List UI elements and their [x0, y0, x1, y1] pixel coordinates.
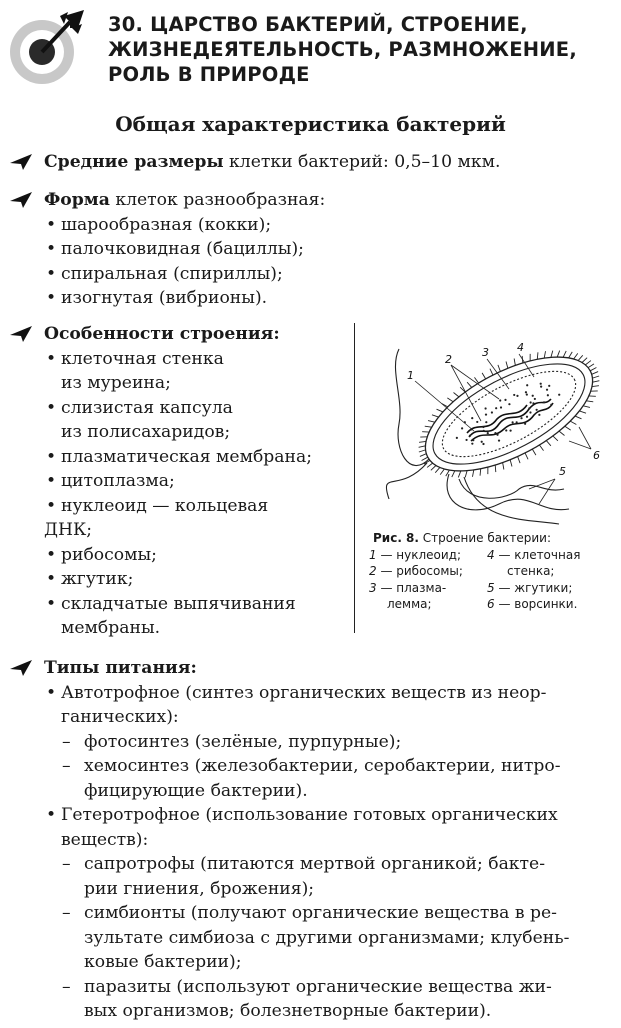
list-item: • шарообразная (кокки); [44, 213, 609, 238]
list-item: • нуклеоид — кольцевая ДНК; [44, 494, 349, 543]
legend-entry: 5 — жгутики; [487, 580, 573, 595]
sub-item: – симбионты (получают органические вещества в ре- зультате симбиоза с другими организмами; клубень- ковые бактерии); [44, 901, 609, 975]
legend-entry: 2 — рибосомы; [369, 564, 463, 578]
sub-item: – паразиты (используют органические вещества жи- вых организмов; болезнетворные бактерии). [44, 975, 609, 1024]
bacterium-illustration [369, 329, 609, 529]
section-subtitle: Общая характеристика бактерий [115, 112, 506, 136]
sizes-text: клетки бактерий: 0,5–10 мкм. [223, 152, 501, 172]
title-line-3: РОЛЬ В ПРИРОДЕ [108, 63, 310, 86]
caption-legend [369, 547, 614, 613]
figure-label-5: 5 [559, 465, 566, 478]
arrow-bullet-icon [10, 154, 32, 170]
legend-entry: 4 — клеточная [487, 547, 581, 562]
nutrition-paragraph [44, 656, 609, 1024]
form-bold: Форма [44, 190, 110, 210]
legend-entry: 6 — ворсинки. [487, 597, 578, 611]
chapter-title [108, 12, 608, 87]
list-item-heterotroph: • Гетеротрофное (использование готовых органических веществ): [44, 803, 609, 852]
sub-item: – сапротрофы (питаются мертвой органикой; бакте- рии гниения, брожения); [44, 852, 609, 901]
list-item: • изогнутая (вибрионы). [44, 286, 609, 311]
title-line-1: ЦАРСТВО БАКТЕРИЙ, СТРОЕНИЕ, [150, 13, 528, 36]
list-item: • жгутик; [44, 567, 349, 592]
list-item: • складчатые выпячивания мембраны. [44, 592, 349, 641]
sizes-paragraph [44, 150, 609, 175]
figure-caption [369, 530, 614, 613]
figure-label-6: 6 [593, 449, 600, 462]
caption-title: Строение бактерии: [422, 531, 551, 545]
nutrition-heading: Типы питания: [44, 658, 197, 678]
sub-item: – фотосинтез (зелёные, пурпурные); [44, 730, 609, 755]
figure-bacterium [354, 323, 617, 633]
figure-label-1: 1 [407, 369, 414, 382]
legend-entry: 1 — нуклеоид; [369, 547, 461, 562]
caption-label: Рис. 8. [373, 531, 419, 545]
arrow-bullet-icon [10, 192, 32, 208]
form-paragraph [44, 188, 609, 311]
legend-entry: лемма; [387, 597, 432, 611]
figure-label-2: 2 [445, 353, 452, 366]
list-item: • плазматическая мембрана; [44, 445, 349, 470]
title-line-2: ЖИЗНЕДЕЯТЕЛЬНОСТЬ, РАЗМНОЖЕНИЕ, [108, 38, 577, 61]
arrow-bullet-icon [10, 660, 32, 676]
structure-heading: Особенности строения: [44, 324, 280, 344]
list-item: • цитоплазма; [44, 469, 349, 494]
legend-entry: 3 — плазма- [369, 580, 447, 595]
chapter-header [0, 0, 621, 95]
target-arrow-icon [8, 8, 90, 90]
legend-entry: стенка; [507, 564, 555, 578]
list-item-autotroph: • Автотрофное (синтез органических веществ из неор- ганических): [44, 681, 609, 730]
list-item: • спиральная (спириллы); [44, 262, 609, 287]
figure-label-4: 4 [517, 341, 524, 354]
sizes-bold: Средние размеры [44, 152, 224, 172]
list-item: • рибосомы; [44, 543, 349, 568]
structure-paragraph [44, 322, 349, 641]
arrow-bullet-icon [10, 326, 32, 342]
figure-label-3: 3 [482, 346, 489, 359]
list-item: • клеточная стенка из муреина; [44, 347, 349, 396]
list-item: • слизистая капсула из полисахаридов; [44, 396, 349, 445]
chapter-number: 30. [108, 13, 144, 36]
list-item: • палочковидная (бациллы); [44, 237, 609, 262]
sub-item: – хемосинтез (железобактерии, серобактерии, нитро- фицирующие бактерии). [44, 754, 609, 803]
form-text: клеток разнообразная: [109, 190, 326, 210]
